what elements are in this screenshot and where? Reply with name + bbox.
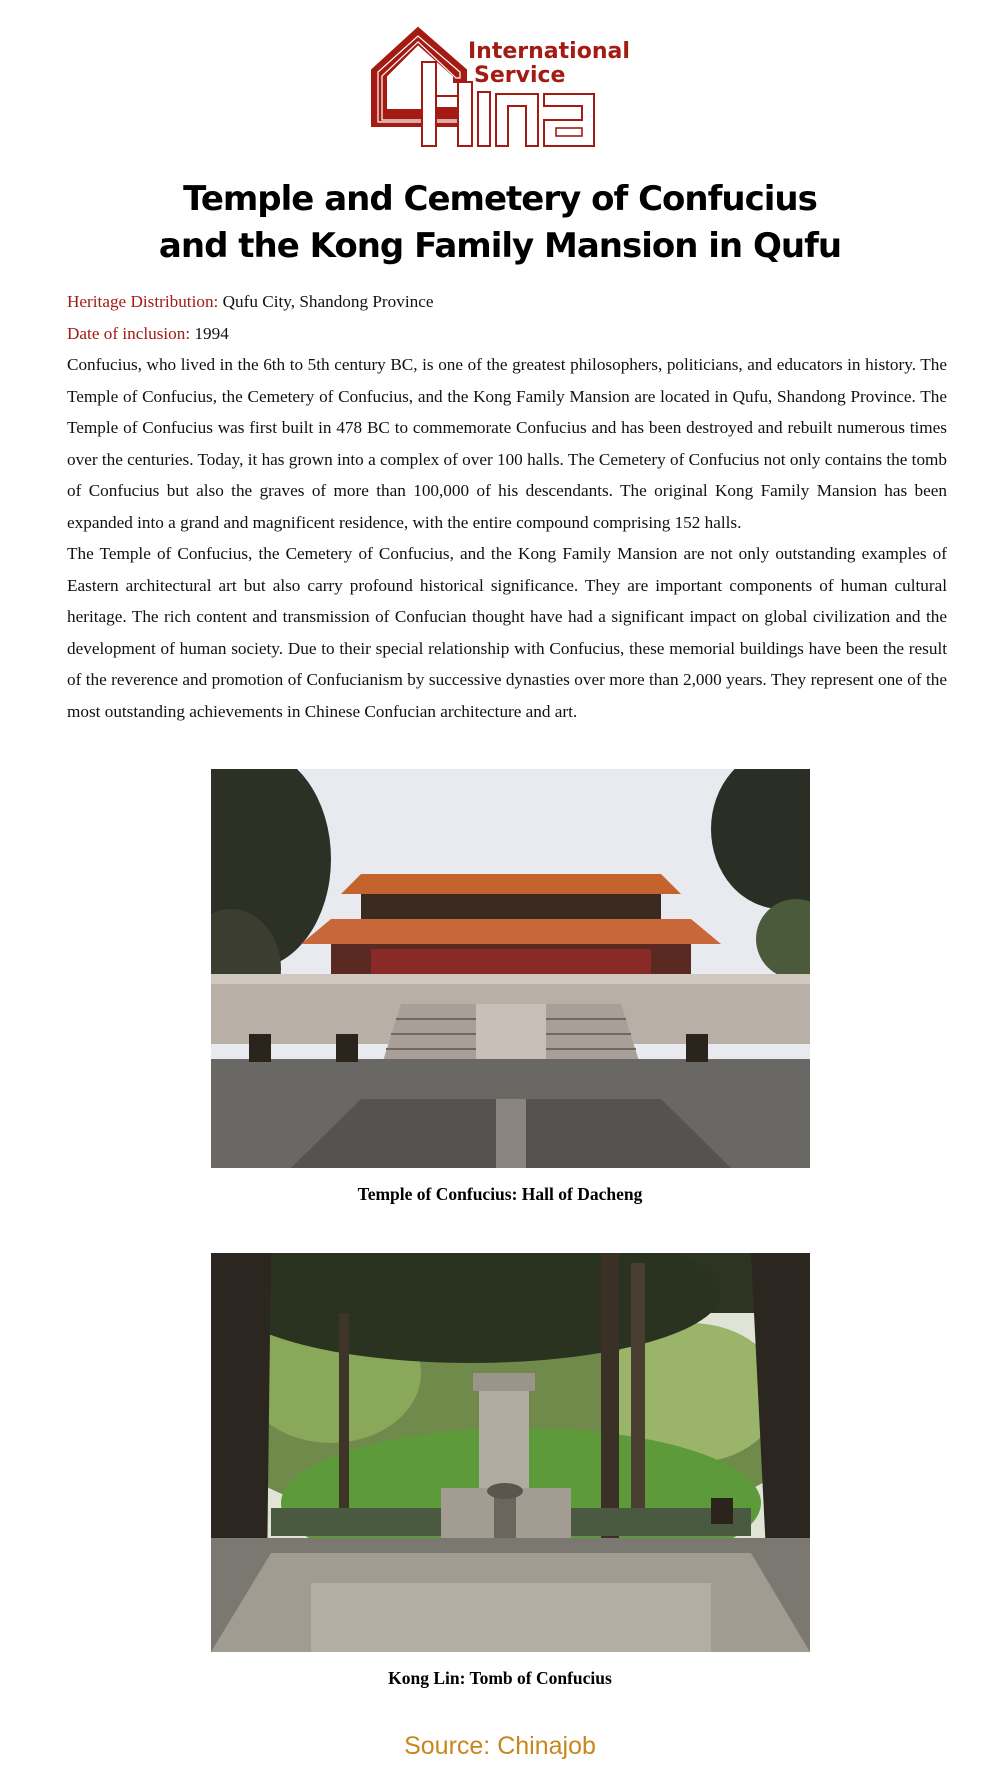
- page-title: [0, 176, 1000, 270]
- title-line-1: Temple and Cemetery of Confucius: [183, 179, 817, 219]
- photo-caption-1: Temple of Confucius: Hall of Dacheng: [357, 1184, 643, 1204]
- logo-text-service: Service: [474, 63, 566, 88]
- heritage-distribution-line: [67, 286, 947, 318]
- logo-text-international: International: [468, 39, 630, 64]
- date-of-inclusion-value: 1994: [190, 323, 229, 343]
- paragraph-1: Confucius, who lived in the 6th to 5th century BC, is one of the greatest philosophers, politicians, and educators in history. The Temple of Confucius, the Cemetery of Confucius, and the Kong Family Mansion are located in Qufu, Shandong Province. The Temple of Confucius was first built in 478 BC to commemorate Confucius and has been destroyed and rebuilt numerous times over the centuries. Today, it has grown into a complex of over 100 halls. The Cemetery of Confucius not only contains the tomb of Confucius but also the graves of more than 100,000 of his descendants. The original Kong Family Mansion has been expanded into a grand and magnificent residence, with the entire compound comprising 152 halls.: [67, 355, 947, 532]
- paragraph-2: The Temple of Confucius, the Cemetery of Confucius, and the Kong Family Mansion are not only outstanding examples of Eastern architectural art but also carry profound historical significance. They are important components of human cultural heritage. The rich content and transmission of Confucian thought have had a significant impact on global civilization and the development of human society. Due to their special relationship with Confucius, these memorial buildings have been the result of the reverence and promotion of Confucianism by successive dynasties over more than 2,000 years. They represent one of the most outstanding achievements in Chinese Confucian architecture and art.: [67, 544, 947, 721]
- tomb-of-confucius-photo: [211, 1253, 810, 1652]
- heritage-distribution-value: Qufu City, Shandong Province: [218, 292, 434, 311]
- heritage-distribution-label: Heritage Distribution:: [67, 292, 219, 311]
- source-credit: Source: Chinajob: [404, 1732, 596, 1760]
- hall-of-dacheng-photo: [211, 769, 810, 1168]
- date-of-inclusion-line: [67, 318, 947, 350]
- photo-caption-2: Kong Lin: Tomb of Confucius: [388, 1668, 612, 1688]
- title-line-2: and the Kong Family Mansion in Qufu: [158, 226, 842, 266]
- date-of-inclusion-label: Date of inclusion:: [67, 323, 191, 343]
- article-body: [67, 286, 947, 727]
- international-service-china-logo: [368, 22, 630, 150]
